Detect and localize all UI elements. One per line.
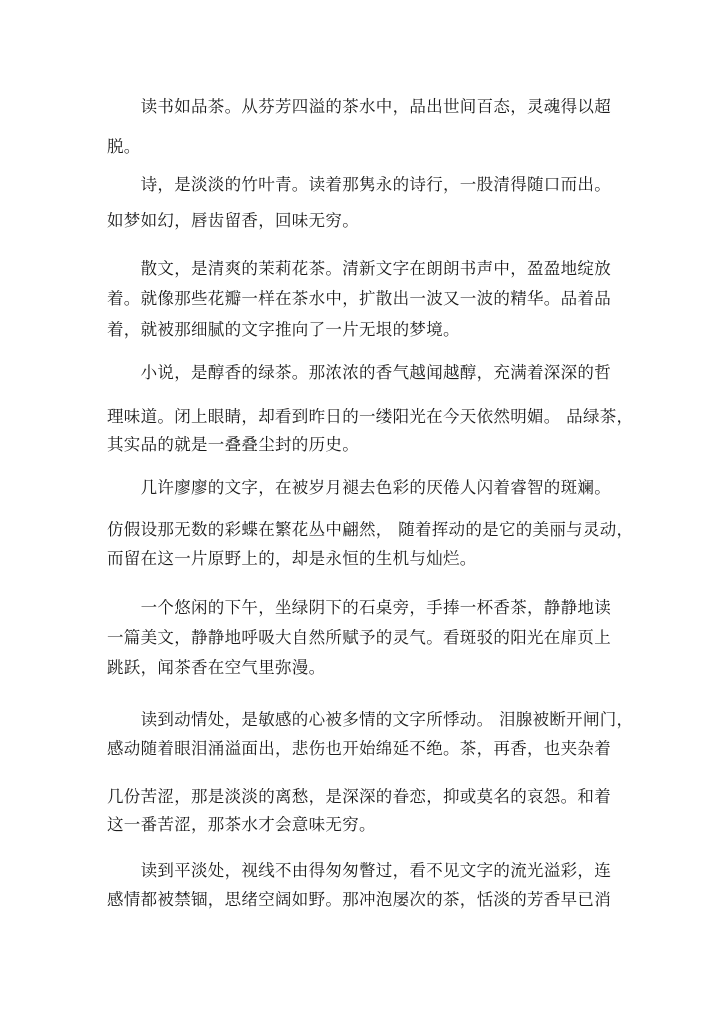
text-line: 诗，是淡淡的竹叶青。读着那隽永的诗行，一股清得随口而出。: [107, 175, 611, 194]
text-line: 读到平淡处，视线不由得匆匆瞥过，看不见文字的流光溢彩，连: [107, 861, 611, 880]
text-line: 几份苦涩，那是淡淡的离愁，是深深的眷恋，抑或莫名的哀怨。和着: [107, 787, 611, 806]
text-line: 理味道。闭上眼睛，却看到昨日的一缕阳光在今天依然明媚。 品绿茶，: [107, 407, 634, 426]
text-line: 仿假设那无数的彩蝶在繁花丛中翩然， 随着挥动的是它的美丽与灵动，: [107, 520, 634, 539]
text-line: 几许廖廖的文字，在被岁月褪去色彩的厌倦人闪着睿智的斑斓。: [107, 478, 611, 497]
text-line: 这一番苦涩，那茶水才会意味无穷。: [107, 815, 376, 834]
text-line: 感情都被禁锢，思绪空阔如野。那冲泡屡次的茶，恬淡的芳香早已消: [107, 890, 611, 909]
text-line: 着，就被那细腻的文字推向了一片无垠的梦境。: [107, 320, 460, 339]
text-line: 如梦如幻，唇齿留香，回味无穷。: [107, 211, 359, 230]
text-line: 着。就像那些花瓣一样在茶水中，扩散出一波又一波的精华。品着品: [107, 289, 611, 308]
text-line: 而留在这一片原野上的，却是永恒的生机与灿烂。: [107, 549, 477, 568]
text-line: 读书如品茶。从芬芳四溢的茶水中，品出世间百态，灵魂得以超: [107, 97, 611, 116]
text-line: 散文，是清爽的茉莉花茶。清新文字在朗朗书声中，盈盈地绽放: [107, 259, 611, 278]
text-line: 其实品的就是一叠叠尘封的历史。: [107, 435, 359, 454]
text-line: 读到动情处，是敏感的心被多情的文字所悸动。 泪腺被断开闸门，: [107, 710, 634, 729]
text-line: 一个悠闲的下午，坐绿阴下的石桌旁，手捧一杯香茶，静静地读: [107, 598, 611, 617]
text-line: 小说，是醇香的绿茶。那浓浓的香气越闻越醇，充满着深深的哲: [107, 363, 611, 382]
text-line: 感动随着眼泪涌溢面出，悲伤也开始绵延不绝。茶，再香，也夹杂着: [107, 739, 611, 758]
text-line: 跳跃，闻茶香在空气里弥漫。: [107, 658, 326, 677]
text-line: 一篇美文，静静地呼吸大自然所赋予的灵气。看斑驳的阳光在扉页上: [107, 628, 611, 647]
text-line: 脱。: [107, 137, 141, 156]
